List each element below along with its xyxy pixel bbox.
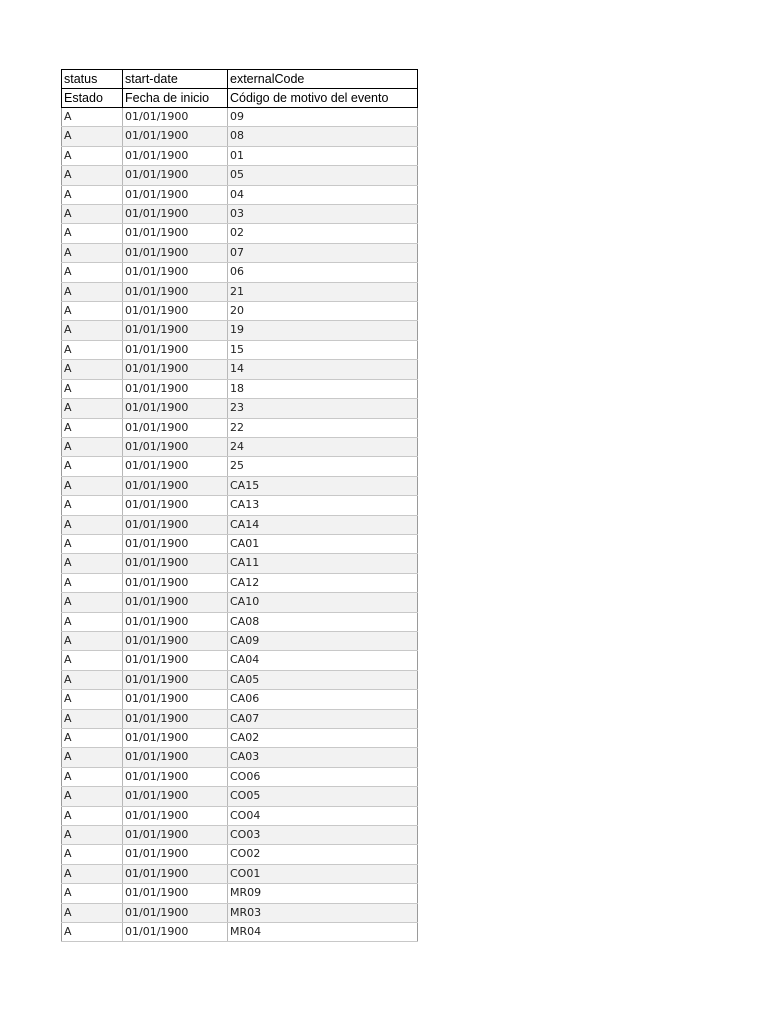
cell-start-date: 01/01/1900 [123, 573, 228, 592]
cell-start-date: 01/01/1900 [123, 593, 228, 612]
cell-status: A [62, 146, 123, 165]
table-row [62, 787, 418, 806]
header-cell-codigo-motivo: Código de motivo del evento [228, 89, 418, 108]
cell-external-code: 04 [228, 185, 418, 204]
table-row [62, 127, 418, 146]
cell-external-code: 24 [228, 437, 418, 456]
cell-status: A [62, 554, 123, 573]
cell-status: A [62, 457, 123, 476]
cell-start-date: 01/01/1900 [123, 496, 228, 515]
table-row [62, 573, 418, 592]
cell-external-code: 15 [228, 340, 418, 359]
cell-start-date: 01/01/1900 [123, 729, 228, 748]
cell-status: A [62, 670, 123, 689]
table-row [62, 612, 418, 631]
cell-status: A [62, 321, 123, 340]
cell-status: A [62, 748, 123, 767]
cell-status: A [62, 573, 123, 592]
table-row [62, 399, 418, 418]
cell-status: A [62, 185, 123, 204]
cell-status: A [62, 612, 123, 631]
cell-external-code: 21 [228, 282, 418, 301]
cell-status: A [62, 476, 123, 495]
cell-start-date: 01/01/1900 [123, 302, 228, 321]
table-row [62, 748, 418, 767]
cell-status: A [62, 166, 123, 185]
table-row [62, 593, 418, 612]
cell-start-date: 01/01/1900 [123, 108, 228, 127]
table-row [62, 146, 418, 165]
table-row [62, 923, 418, 942]
cell-start-date: 01/01/1900 [123, 690, 228, 709]
cell-external-code: 23 [228, 399, 418, 418]
table-row [62, 166, 418, 185]
cell-external-code: 08 [228, 127, 418, 146]
cell-start-date: 01/01/1900 [123, 437, 228, 456]
cell-status: A [62, 437, 123, 456]
table-row [62, 263, 418, 282]
table-row [62, 709, 418, 728]
cell-status: A [62, 340, 123, 359]
cell-status: A [62, 534, 123, 553]
header-cell-external-code: externalCode [228, 70, 418, 89]
cell-external-code: CA13 [228, 496, 418, 515]
cell-external-code: 03 [228, 205, 418, 224]
table-row [62, 903, 418, 922]
table-row [62, 224, 418, 243]
cell-status: A [62, 826, 123, 845]
table-row [62, 321, 418, 340]
table-row [62, 243, 418, 262]
table-row [62, 457, 418, 476]
cell-status: A [62, 263, 123, 282]
table-row [62, 690, 418, 709]
table-row [62, 670, 418, 689]
cell-external-code: CA12 [228, 573, 418, 592]
cell-start-date: 01/01/1900 [123, 360, 228, 379]
table-row [62, 534, 418, 553]
cell-status: A [62, 224, 123, 243]
table-row [62, 515, 418, 534]
table-row [62, 496, 418, 515]
cell-external-code: CA02 [228, 729, 418, 748]
cell-start-date: 01/01/1900 [123, 767, 228, 786]
cell-external-code: 01 [228, 146, 418, 165]
header-cell-fecha-de-inicio: Fecha de inicio [123, 89, 228, 108]
cell-external-code: CO04 [228, 806, 418, 825]
header-cell-start-date: start-date [123, 70, 228, 89]
cell-status: A [62, 903, 123, 922]
table-row [62, 282, 418, 301]
cell-start-date: 01/01/1900 [123, 787, 228, 806]
cell-start-date: 01/01/1900 [123, 884, 228, 903]
cell-status: A [62, 399, 123, 418]
cell-status: A [62, 787, 123, 806]
cell-external-code: MR03 [228, 903, 418, 922]
cell-status: A [62, 379, 123, 398]
cell-start-date: 01/01/1900 [123, 224, 228, 243]
table-row [62, 806, 418, 825]
cell-external-code: CO06 [228, 767, 418, 786]
cell-status: A [62, 418, 123, 437]
cell-start-date: 01/01/1900 [123, 631, 228, 650]
table-row [62, 340, 418, 359]
cell-status: A [62, 205, 123, 224]
spreadsheet-page [61, 69, 417, 942]
cell-start-date: 01/01/1900 [123, 457, 228, 476]
cell-external-code: 09 [228, 108, 418, 127]
cell-external-code: 06 [228, 263, 418, 282]
cell-status: A [62, 806, 123, 825]
cell-start-date: 01/01/1900 [123, 534, 228, 553]
cell-status: A [62, 651, 123, 670]
cell-start-date: 01/01/1900 [123, 205, 228, 224]
header-cell-estado: Estado [62, 89, 123, 108]
cell-external-code: CO03 [228, 826, 418, 845]
table-row [62, 826, 418, 845]
cell-external-code: 07 [228, 243, 418, 262]
cell-external-code: CA14 [228, 515, 418, 534]
cell-start-date: 01/01/1900 [123, 826, 228, 845]
table-row [62, 302, 418, 321]
cell-start-date: 01/01/1900 [123, 923, 228, 942]
cell-start-date: 01/01/1900 [123, 321, 228, 340]
cell-status: A [62, 729, 123, 748]
table-row [62, 554, 418, 573]
cell-external-code: 25 [228, 457, 418, 476]
cell-external-code: CA11 [228, 554, 418, 573]
table-row [62, 651, 418, 670]
cell-start-date: 01/01/1900 [123, 127, 228, 146]
cell-status: A [62, 108, 123, 127]
cell-external-code: CO05 [228, 787, 418, 806]
table-row [62, 437, 418, 456]
header-row-labels [62, 89, 418, 108]
cell-status: A [62, 709, 123, 728]
cell-status: A [62, 845, 123, 864]
cell-start-date: 01/01/1900 [123, 806, 228, 825]
header-row-codes [62, 70, 418, 89]
cell-status: A [62, 631, 123, 650]
table-row [62, 884, 418, 903]
cell-external-code: CA06 [228, 690, 418, 709]
table-row [62, 767, 418, 786]
table-row [62, 108, 418, 127]
cell-start-date: 01/01/1900 [123, 263, 228, 282]
cell-external-code: CA08 [228, 612, 418, 631]
cell-start-date: 01/01/1900 [123, 399, 228, 418]
table-row [62, 205, 418, 224]
cell-external-code: CA01 [228, 534, 418, 553]
cell-start-date: 01/01/1900 [123, 340, 228, 359]
cell-status: A [62, 923, 123, 942]
cell-start-date: 01/01/1900 [123, 864, 228, 883]
cell-external-code: CO02 [228, 845, 418, 864]
cell-status: A [62, 282, 123, 301]
cell-external-code: MR04 [228, 923, 418, 942]
cell-start-date: 01/01/1900 [123, 146, 228, 165]
cell-external-code: CA04 [228, 651, 418, 670]
cell-start-date: 01/01/1900 [123, 379, 228, 398]
cell-external-code: 20 [228, 302, 418, 321]
cell-external-code: CA07 [228, 709, 418, 728]
cell-start-date: 01/01/1900 [123, 845, 228, 864]
cell-status: A [62, 360, 123, 379]
cell-status: A [62, 127, 123, 146]
cell-status: A [62, 496, 123, 515]
header-cell-status: status [62, 70, 123, 89]
cell-external-code: CA05 [228, 670, 418, 689]
cell-start-date: 01/01/1900 [123, 166, 228, 185]
cell-start-date: 01/01/1900 [123, 903, 228, 922]
table-body [62, 70, 418, 942]
cell-external-code: CA09 [228, 631, 418, 650]
cell-start-date: 01/01/1900 [123, 612, 228, 631]
cell-status: A [62, 884, 123, 903]
table-row [62, 418, 418, 437]
data-table [61, 69, 418, 942]
table-row [62, 185, 418, 204]
cell-external-code: CO01 [228, 864, 418, 883]
cell-external-code: 14 [228, 360, 418, 379]
cell-start-date: 01/01/1900 [123, 476, 228, 495]
cell-status: A [62, 864, 123, 883]
cell-external-code: 05 [228, 166, 418, 185]
cell-external-code: 19 [228, 321, 418, 340]
cell-status: A [62, 767, 123, 786]
table-row [62, 631, 418, 650]
cell-start-date: 01/01/1900 [123, 670, 228, 689]
cell-external-code: CA15 [228, 476, 418, 495]
cell-start-date: 01/01/1900 [123, 185, 228, 204]
cell-external-code: 18 [228, 379, 418, 398]
table-row [62, 360, 418, 379]
cell-start-date: 01/01/1900 [123, 282, 228, 301]
cell-status: A [62, 690, 123, 709]
cell-external-code: MR09 [228, 884, 418, 903]
cell-status: A [62, 302, 123, 321]
cell-external-code: CA03 [228, 748, 418, 767]
table-row [62, 476, 418, 495]
cell-start-date: 01/01/1900 [123, 709, 228, 728]
cell-external-code: 02 [228, 224, 418, 243]
table-row [62, 379, 418, 398]
table-row [62, 729, 418, 748]
cell-start-date: 01/01/1900 [123, 418, 228, 437]
cell-status: A [62, 515, 123, 534]
cell-status: A [62, 593, 123, 612]
table-row [62, 864, 418, 883]
cell-start-date: 01/01/1900 [123, 554, 228, 573]
table-row [62, 845, 418, 864]
cell-external-code: 22 [228, 418, 418, 437]
cell-start-date: 01/01/1900 [123, 651, 228, 670]
cell-external-code: CA10 [228, 593, 418, 612]
cell-start-date: 01/01/1900 [123, 748, 228, 767]
cell-start-date: 01/01/1900 [123, 243, 228, 262]
cell-status: A [62, 243, 123, 262]
cell-start-date: 01/01/1900 [123, 515, 228, 534]
